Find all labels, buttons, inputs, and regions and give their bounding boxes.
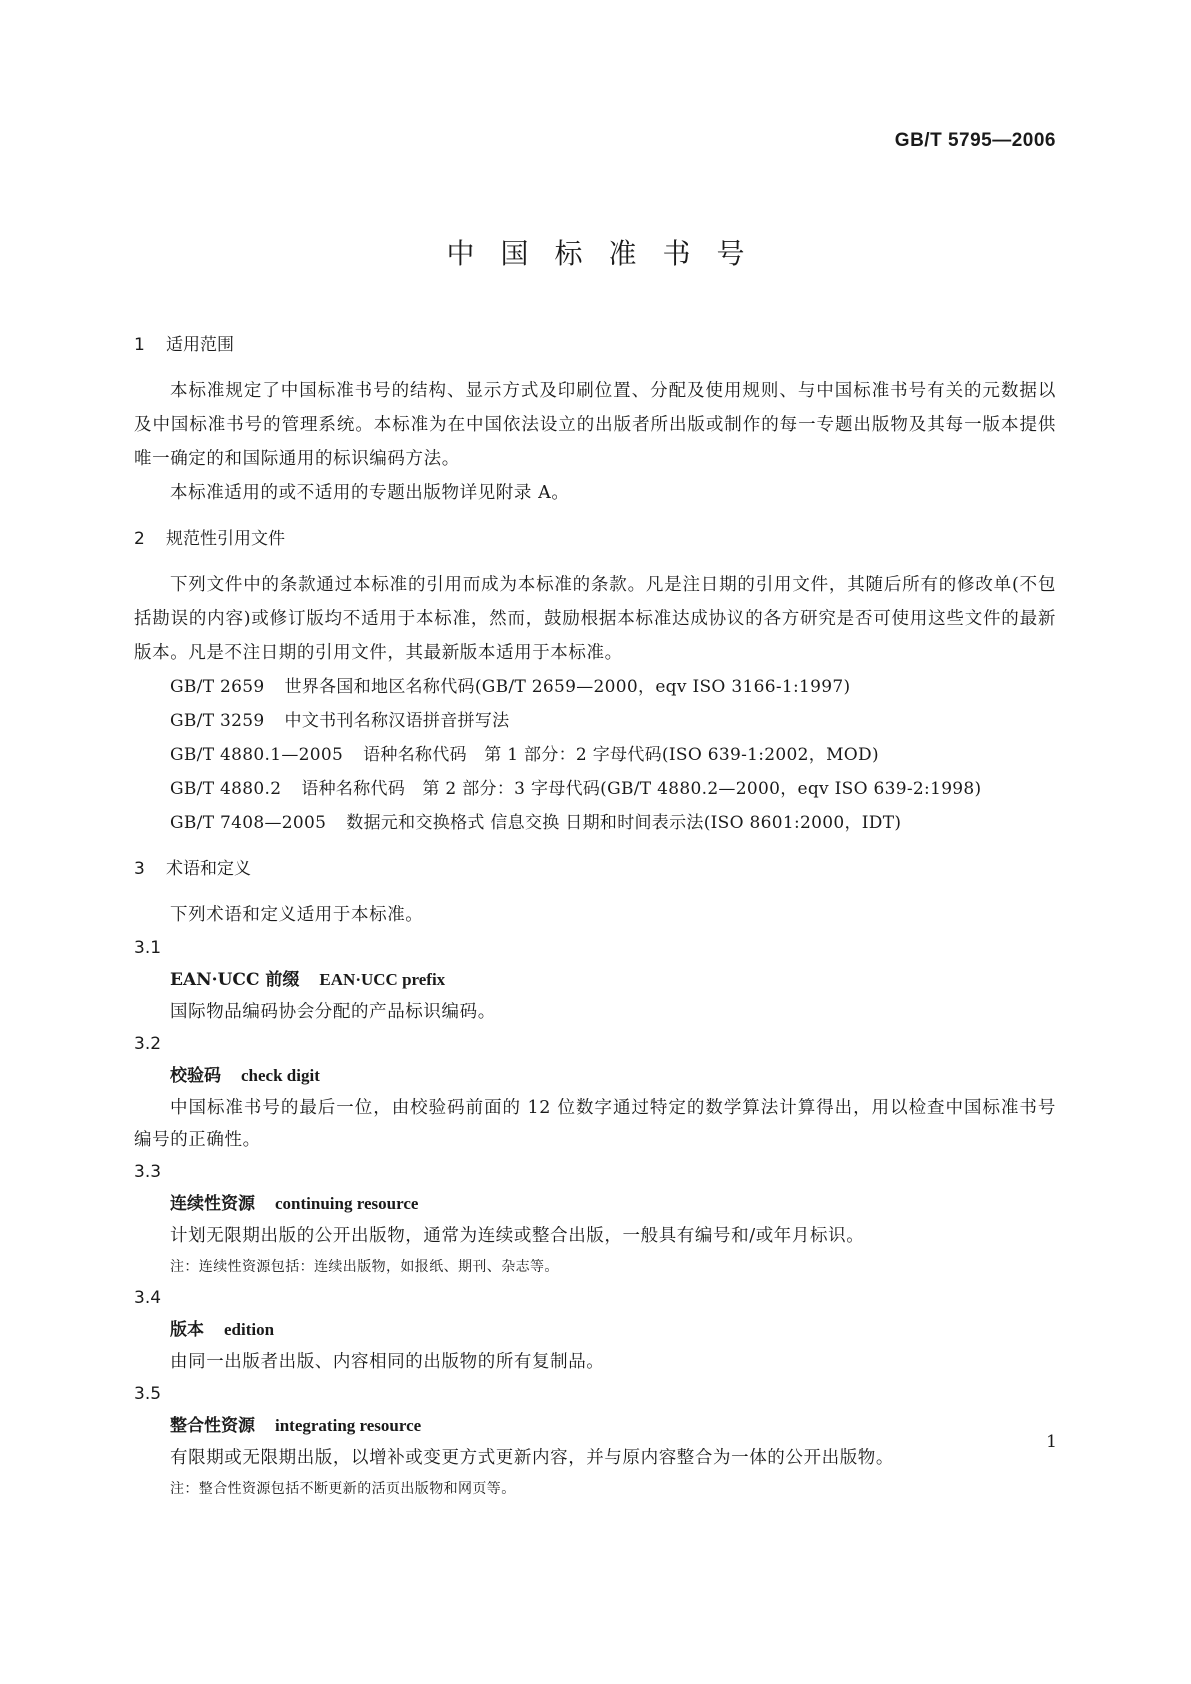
reference-item (134, 704, 1056, 738)
standard-code: GB/T 5795—2006 (894, 130, 1056, 151)
reference-item (134, 670, 1056, 704)
paragraph: 本标准规定了中国标准书号的结构、显示方式及印刷位置、分配及使用规则、与中国标准书号有关的元数据以及中国标准书号的管理系统。本标准为在中国依法设立的出版者所出版或制作的每一专题出版物及其每一版本提供唯一确定的和国际通用的标识编码方法。 (134, 381, 1056, 469)
page-number: 1 (1046, 1432, 1057, 1452)
reference-text: 语种名称代码 第 1 部分：2 字母代码(ISO 639-1:2002，MOD) (363, 745, 879, 765)
reference-text: 世界各国和地区名称代码(GB/T 2659—2000，eqv ISO 3166-1:1997) (284, 677, 851, 697)
term-definition: 国际物品编码协会分配的产品标识编码。 (170, 1002, 496, 1022)
term-heading (134, 964, 1056, 996)
reference-text: 语种名称代码 第 2 部分：3 字母代码(GB/T 4880.2—2000，eqv ISO 639-2:1998) (301, 779, 982, 799)
term-number: 3.4 (134, 1288, 162, 1308)
term-definition: 有限期或无限期出版，以增补或变更方式更新内容，并与原内容整合为一体的公开出版物。 (170, 1448, 894, 1468)
document-title: 中国标准书号 (446, 237, 771, 270)
reference-text: 中文书刊名称汉语拼音拼写法 (284, 711, 510, 731)
term-zh: 连续性资源 (170, 1194, 255, 1214)
section-heading-1 (134, 330, 1056, 360)
reference-code: GB/T 3259 (170, 711, 265, 731)
paragraph: 下列文件中的条款通过本标准的引用而成为本标准的条款。凡是注日期的引用文件，其随后所有的修改单(不包括勘误的内容)或修订版均不适用于本标准，然而，鼓励根据本标准达成协议的各方研究是否可使用这些文件的最新版本。凡是不注日期的引用文件，其最新版本适用于本标准。 (134, 575, 1056, 663)
section-number: 3 (134, 859, 145, 879)
reference-item (134, 738, 1056, 772)
reference-text: 数据元和交换格式 信息交换 日期和时间表示法(ISO 8601:2000，IDT) (346, 813, 902, 833)
term-number: 3.1 (134, 938, 162, 958)
term-en: edition (224, 1320, 275, 1339)
section-number: 2 (134, 529, 145, 549)
term-number: 3.2 (134, 1034, 162, 1054)
term-heading (134, 1410, 1056, 1442)
term-definition: 中国标准书号的最后一位，由校验码前面的 12 位数字通过特定的数学算法计算得出，用以检查中国标准书号编号的正确性。 (134, 1098, 1056, 1150)
term-number: 3.5 (134, 1384, 162, 1404)
term-heading (134, 1188, 1056, 1220)
reference-code: GB/T 4880.2 (170, 779, 282, 799)
reference-item (134, 806, 1056, 840)
term-en: continuing resource (275, 1194, 419, 1213)
term-note: 注：连续性资源包括：连续出版物，如报纸、期刊、杂志等。 (170, 1259, 559, 1275)
section-title: 术语和定义 (166, 859, 251, 879)
term-zh: 整合性资源 (170, 1416, 255, 1436)
paragraph: 下列术语和定义适用于本标准。 (170, 905, 424, 925)
paragraph: 本标准适用的或不适用的专题出版物详见附录 A。 (170, 483, 570, 503)
term-en: check digit (241, 1066, 320, 1085)
term-zh: EAN·UCC 前缀 (170, 970, 300, 990)
term-number: 3.3 (134, 1162, 162, 1182)
term-zh: 版本 (170, 1320, 204, 1340)
section-heading-2 (134, 524, 1056, 554)
section-heading-3 (134, 854, 1056, 884)
section-number: 1 (134, 335, 145, 355)
reference-code: GB/T 4880.1—2005 (170, 745, 344, 765)
term-definition: 由同一出版者出版、内容相同的出版物的所有复制品。 (170, 1352, 605, 1372)
reference-code: GB/T 2659 (170, 677, 265, 697)
term-zh: 校验码 (170, 1066, 221, 1086)
reference-code: GB/T 7408—2005 (170, 813, 327, 833)
term-note: 注：整合性资源包括不断更新的活页出版物和网页等。 (170, 1481, 516, 1497)
section-title: 适用范围 (166, 335, 234, 355)
term-definition: 计划无限期出版的公开出版物，通常为连续或整合出版，一般具有编号和/或年月标识。 (170, 1226, 865, 1246)
term-en: EAN·UCC prefix (319, 970, 446, 989)
document-body (134, 330, 1056, 1504)
term-heading (134, 1314, 1056, 1346)
reference-item (134, 772, 1056, 806)
section-title: 规范性引用文件 (166, 529, 285, 549)
term-en: integrating resource (275, 1416, 422, 1435)
term-heading (134, 1060, 1056, 1092)
